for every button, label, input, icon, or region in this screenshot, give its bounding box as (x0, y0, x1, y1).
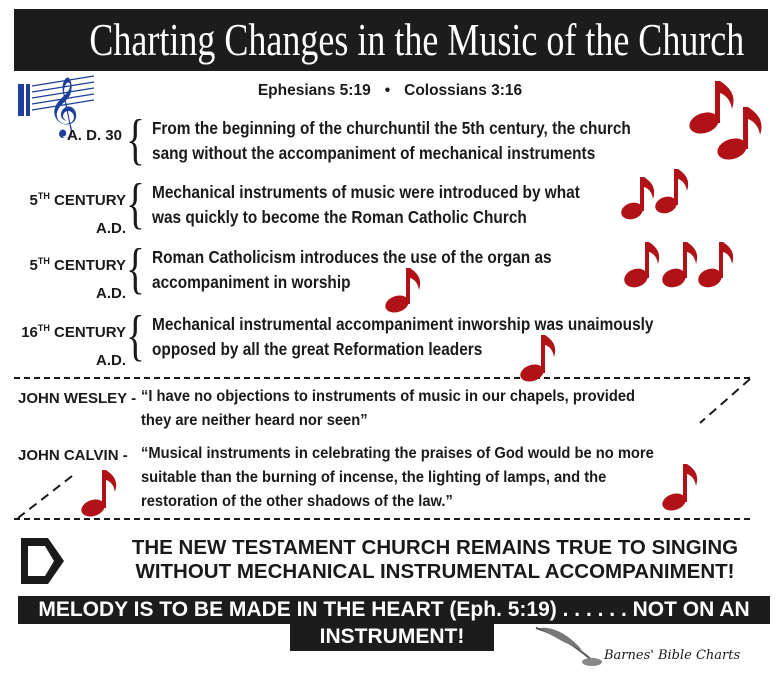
svg-text:𝄞: 𝄞 (48, 77, 79, 137)
era-label-5th-century-1: 5TH CENTURY A.D. (29, 191, 126, 237)
quote-speaker-calvin: JOHN CALVIN - (18, 447, 128, 464)
quill-icon (532, 624, 604, 673)
scripture-references (200, 82, 580, 100)
music-note-icon (519, 333, 563, 385)
brace: { (126, 109, 145, 171)
divider-slash (14, 474, 76, 525)
play-arrow-icon (18, 535, 66, 587)
era-label-5th-century-2: 5TH CENTURY A.D. (29, 256, 126, 302)
divider-slash (690, 377, 752, 430)
era-label-16th-century: 16TH CENTURY A.D. (21, 323, 126, 369)
conclusion-statement: THE NEW TESTAMENT CHURCH REMAINS TRUE TO SINGING WITHOUT MECHANICAL INSTRUMENTAL ACCOMPANIMENT! (131, 536, 739, 583)
banner-line-2: INSTRUMENT! (319, 625, 465, 648)
quote-wesley: “I have no objections to instruments of music in our chapels, provided they are neither heard nor seen” (141, 388, 636, 429)
quote-speaker-wesley: JOHN WESLEY - (18, 390, 137, 407)
music-note-icon (622, 236, 742, 292)
brand-signature: Barnes' Bible Charts (604, 648, 741, 663)
brace: { (126, 238, 145, 300)
timeline-desc-2: Mechanical instruments of music were introduced by what was quickly to become the Roman Catholic Church (152, 182, 580, 227)
page-title: Charting Changes in the Music of the Church (89, 15, 745, 65)
music-note-icon (384, 266, 428, 316)
reference-separator: • (384, 82, 391, 99)
timeline-desc-1: From the beginning of the churchuntil the 5th century, the church sang without the accompaniment of mechanical instruments (152, 118, 631, 163)
divider-top (14, 377, 750, 379)
reference-1: Ephesians 5:19 (257, 82, 371, 99)
timeline-desc-3: Roman Catholicism introduces the use of the organ as accompaniment in worship (152, 247, 552, 292)
timeline-desc-4: Mechanical instrumental accompaniment inworship was unaimously opposed by all the great Reformation leaders (152, 314, 654, 359)
music-note-icon (620, 163, 700, 223)
era-label-ad30: A. D. 30 (66, 127, 122, 144)
divider-bottom (14, 518, 750, 520)
reference-2: Colossians 3:16 (404, 82, 523, 99)
music-note-icon (688, 75, 770, 165)
brace: { (126, 305, 145, 367)
brace: { (126, 173, 145, 235)
quote-calvin: “Musical instruments in celebrating the praises of God would be no more suitable than the burning of incense, the lighting of lamps, and the restoration of the other shadows of the law.” (141, 445, 654, 510)
music-note-icon (661, 460, 705, 514)
music-note-icon (80, 468, 124, 520)
banner-line-1: MELODY IS TO BE MADE IN THE HEART (Eph. 5:19) . . . . . . NOT ON AN (38, 598, 750, 621)
